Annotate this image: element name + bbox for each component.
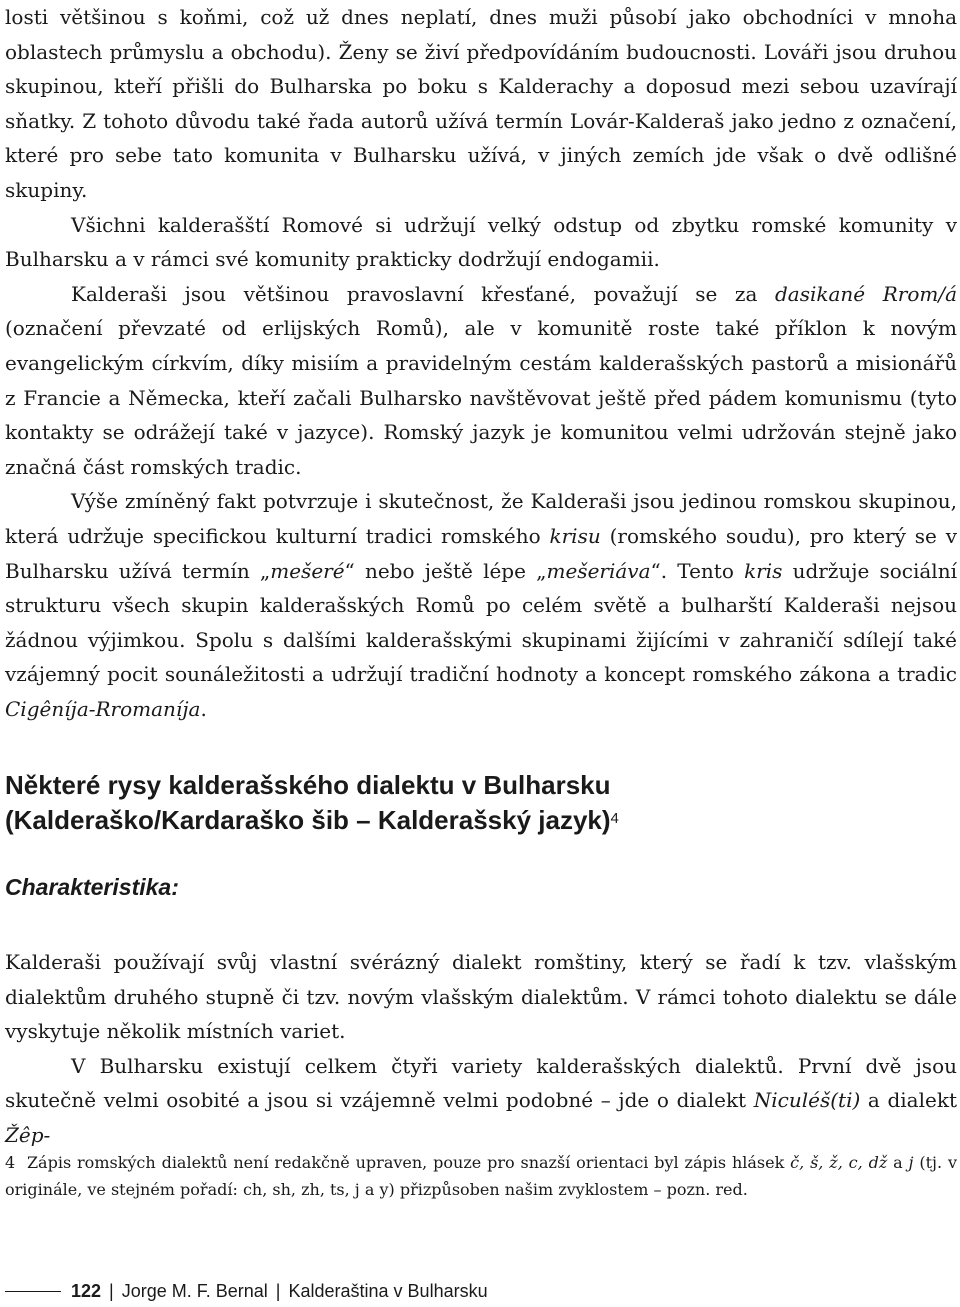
footnote-text: (tj. v originále, ve stejném pořadí: ch, sh, zh, ts, j a y) přizpůsoben našim zvyklostem – pozn. red. — [5, 1153, 958, 1199]
page-number: 122 — [71, 1281, 102, 1301]
paragraph — [5, 277, 957, 485]
footnote-italic: č, š, ž, c, dž — [790, 1153, 888, 1172]
footer-author: Jorge M. F. Bernal — [121, 1281, 268, 1301]
bottom-text-block — [5, 945, 957, 1153]
italic-term: mešeré — [270, 558, 345, 583]
paragraph-text: . — [200, 696, 207, 721]
footnote-reference[interactable]: 4 — [610, 810, 619, 827]
paragraph — [5, 1049, 957, 1153]
subheading: Charakteristika: — [5, 874, 179, 900]
footnote-italic: j — [908, 1153, 914, 1172]
section-heading — [5, 768, 955, 837]
paragraph-text: Všichni kalderašští Romové si udržují velký odstup od zbytku romské komunity v Bulharsku a v rámci své komunity prakticky dodržují endogamii. — [5, 212, 957, 272]
paragraph-text: Výše zmíněný fakt potvrzuje i skutečnost, že Kalderaši jsou jedinou romskou skupinou, která udržuje specifickou kulturní tradici romského — [5, 489, 957, 548]
section-heading-line: Některé rysy kalderašského dialektu v Bulharsku — [5, 770, 611, 800]
paragraph — [5, 484, 957, 726]
italic-term: krisu — [549, 523, 601, 548]
footnote-number: 4 — [5, 1153, 16, 1172]
italic-term: kris — [744, 558, 783, 583]
paragraph-text: “. Tento — [650, 558, 745, 583]
paragraph — [5, 945, 957, 1049]
paragraph-text: V Bulharsku existují celkem čtyři variety kalderašských dialektů. První dvě jsou skutečně velmi osobité a jsou si vzájemně velmi podobné – jde o dialekt — [5, 1053, 957, 1113]
paragraph-text: udržuje sociální strukturu všech skupin kalderašských Romů po celém světě a bulharští Kalderaši nejsou žádnou výjimkou. Spolu s dalšími kalderašskými skupinami žijícími v zahraničí sdílejí také vzájemný pocit sounáležitosti a udržují tradiční hodnoty a koncept romského zákona a tradic — [5, 558, 957, 687]
footnote-text: Zápis romských dialektů není redakčně upraven, pouze pro snazší orientaci byl zápis hlásek — [26, 1153, 791, 1172]
paragraph-text: (označení převzaté od erlijských Romů), ale v komunitě roste také příklon k novým evangelickým církvím, díky misiím a pravidelným cestám kalderašských pastorů a misionářů z Francie a Německa, kteří začali Bulharsko navštěvovat ještě před pádem komunismu (tyto kontakty se odrážejí také v jazyce). Romský jazyk je komunitou velmi udržován stejně jako značná část romských tradic. — [5, 316, 957, 479]
paragraph — [5, 208, 957, 277]
paragraph-text: “ nebo ještě lépe „ — [344, 558, 547, 583]
paragraph-text: a dialekt — [860, 1088, 957, 1113]
top-text-block — [5, 0, 957, 726]
footnote-text: a — [887, 1153, 909, 1172]
paragraph-text: Kalderaši používají svůj vlastní svérázný dialekt romštiny, který se řadí k tzv. vlašským dialektům druhého stupně či tzv. novým vlašským dialektům. V rámci tohoto dialektu se dále vyskytuje několik místních variet. — [5, 950, 957, 1044]
italic-term: Cigêníja-Rromaníja — [5, 696, 201, 721]
paragraph-text: Kalderaši jsou většinou pravoslavní křesťané, považují se za — [71, 281, 775, 306]
italic-term: mešeriáva — [546, 558, 651, 583]
footer-separator: | — [109, 1281, 114, 1301]
paragraph-text: (romského soudu), pro který se v Bulharsku užívá termín „ — [5, 523, 957, 583]
footer-title: Kalderaština v Bulharsku — [288, 1281, 488, 1301]
paragraph — [5, 0, 957, 208]
paragraph-text: losti většinou s koňmi, což už dnes neplatí, dnes muži působí jako obchodníci v mnoha oblastech průmyslu a obchodu). Ženy se živí předpovídáním budoucnosti. Lováři jsou druhou skupinou, kteří přišli do Bulharska po boku s Kalderachy a doposud mezi sebou uzavírají sňatky. Z tohoto důvodu také řada autorů užívá termín Lovár-Kalderaš jako jedno z označení, které pro sebe tato komunita v Bulharsku užívá, v jiných zemích jde však o dvě odlišné skupiny. — [5, 5, 957, 202]
italic-term: dasikané Rrom/á — [774, 281, 958, 306]
footnote — [5, 1149, 957, 1203]
footer-separator: | — [275, 1281, 281, 1301]
section-heading-line: (Kalderaško/Kardaraško šib – Kalderašský jazyk) — [5, 805, 611, 835]
footer-rule — [5, 1291, 61, 1292]
page-footer — [5, 1278, 488, 1304]
italic-term: Niculéš(ti) — [753, 1088, 861, 1113]
italic-term: Žêp- — [5, 1122, 51, 1147]
